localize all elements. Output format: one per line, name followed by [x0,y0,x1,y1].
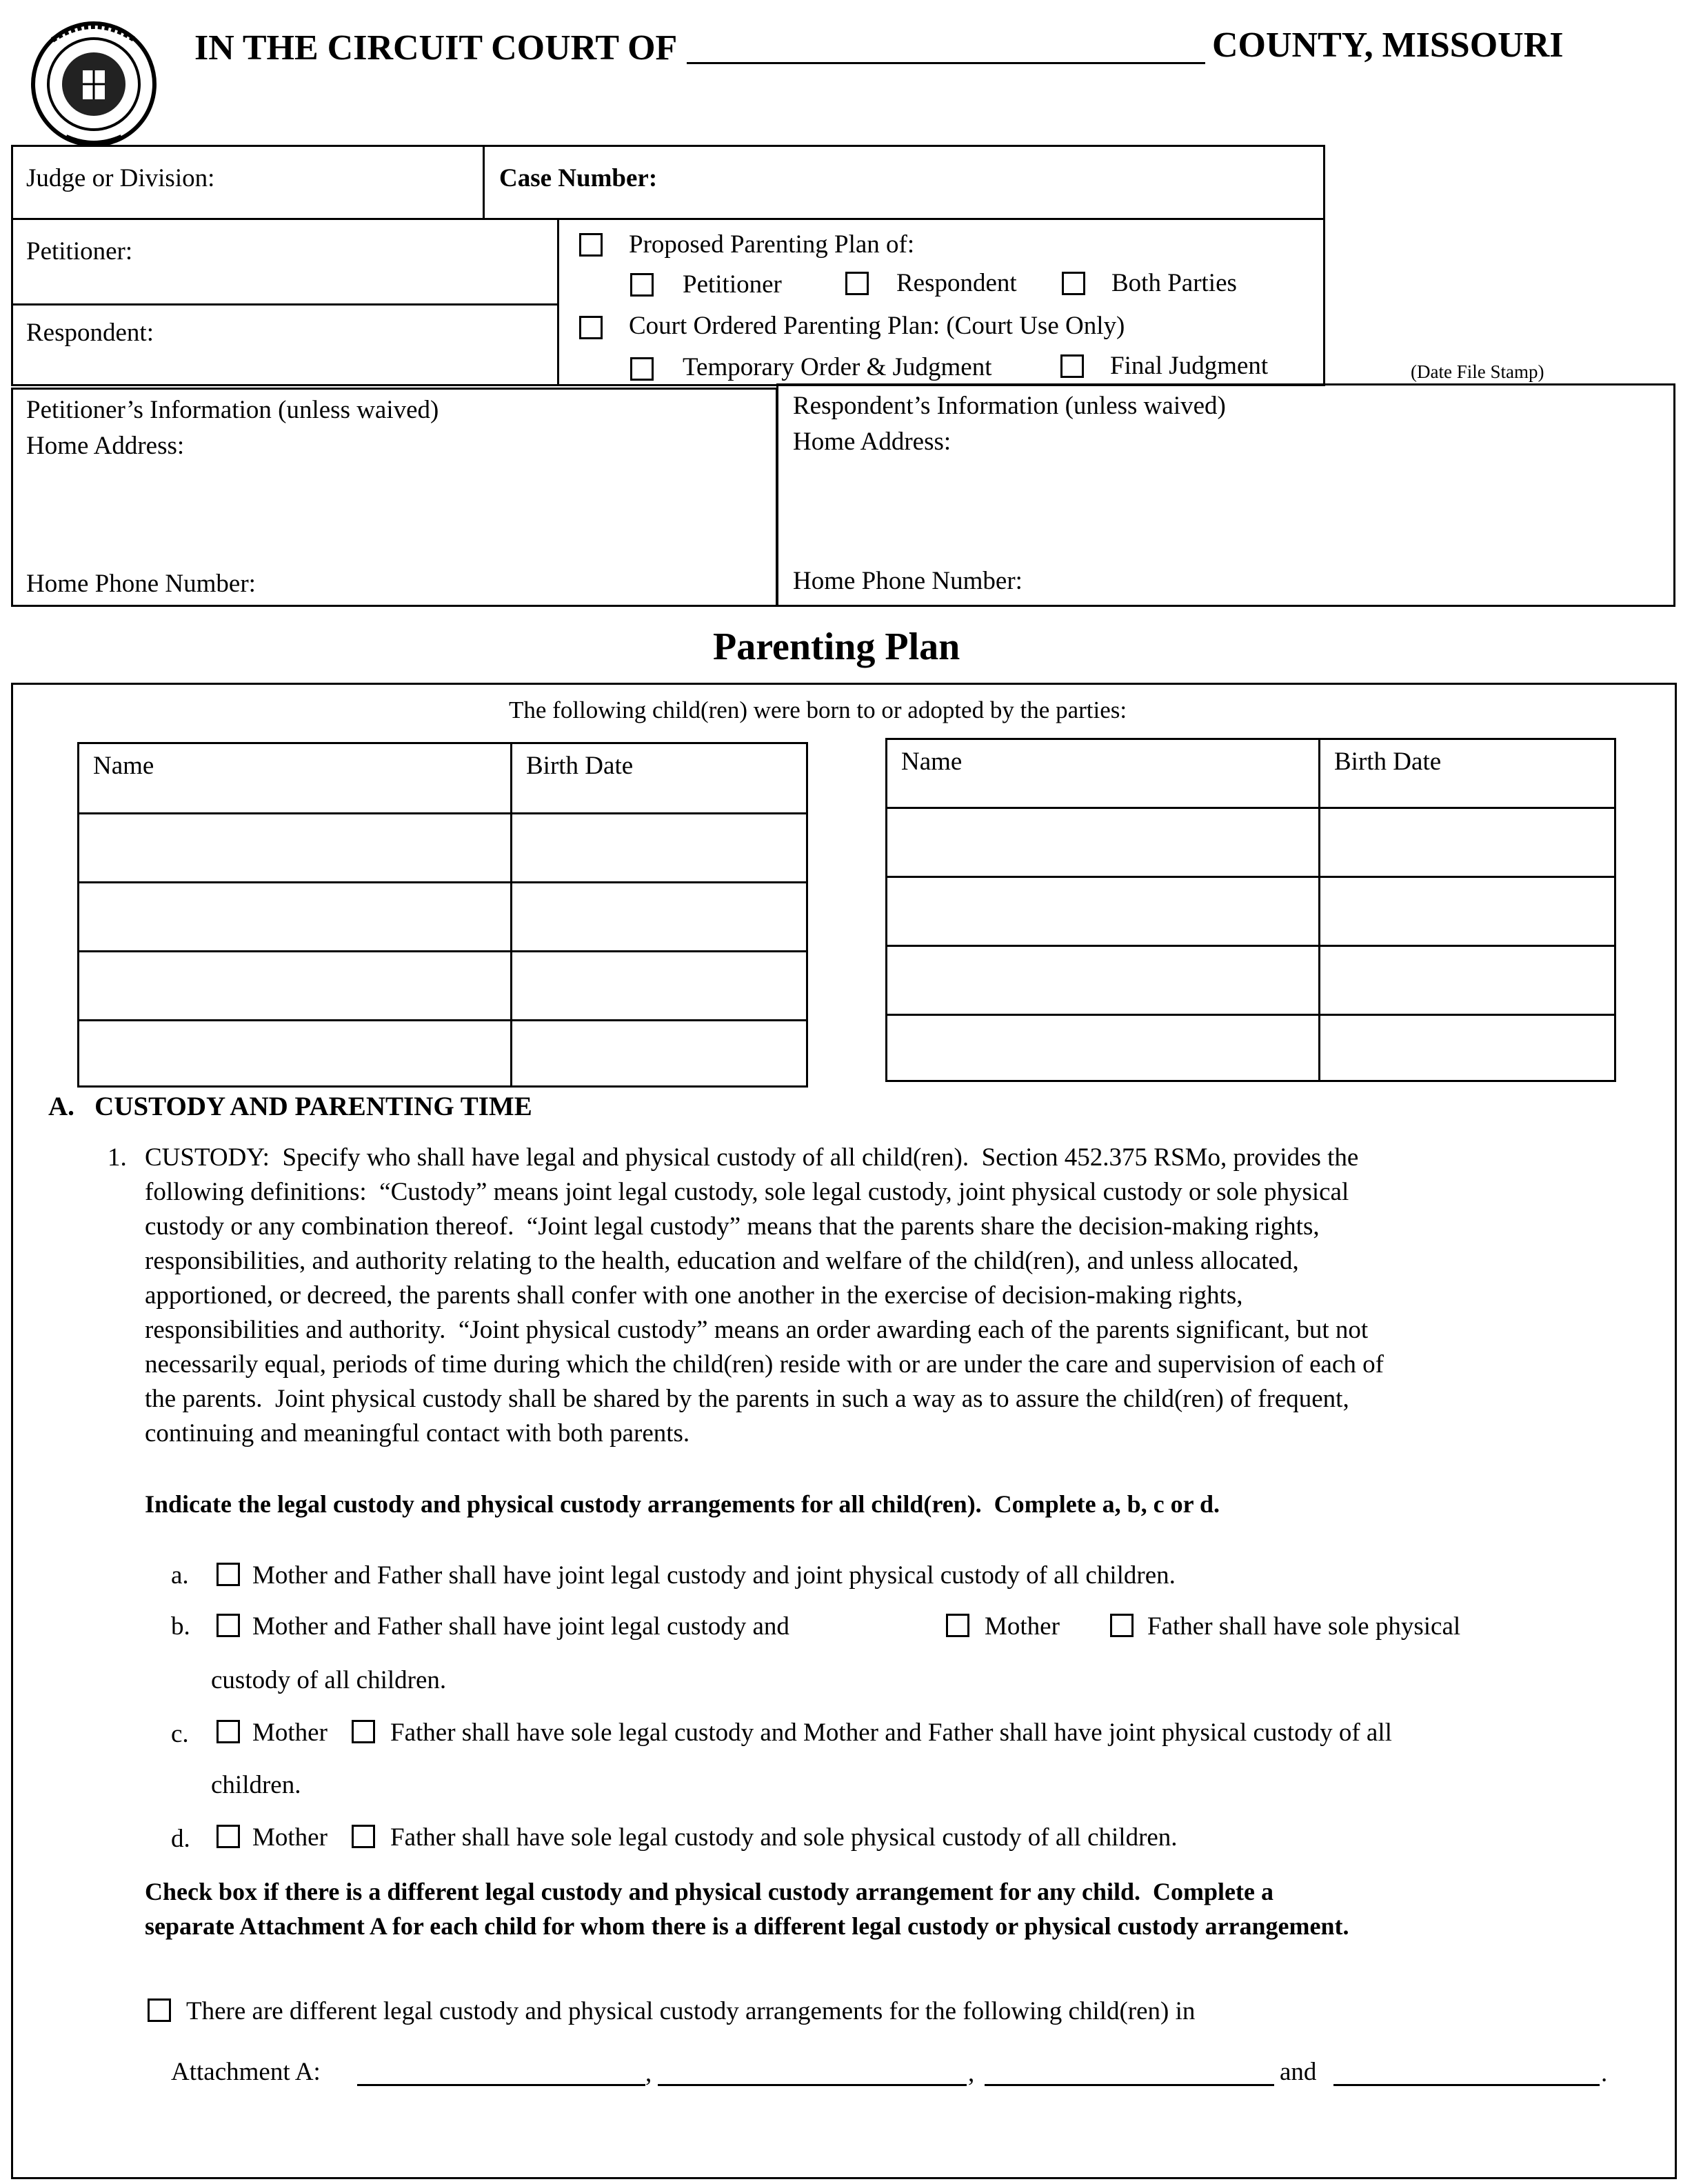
attachment-child-2-blank[interactable] [658,2084,967,2086]
option-d-letter: d. [171,1825,190,1853]
check-note-line-2: separate Attachment A for each child for whom there is a different legal custody or physical custody arrangement. [145,1912,1349,1940]
attachment-child-1-blank[interactable] [357,2084,645,2086]
custody-line: CUSTODY: Specify who shall have legal and physical custody of all child(ren). Section 452.375 RSMo, provides the [145,1143,1359,1172]
child-birth-cell[interactable] [1320,808,1615,877]
petitioner-label: Petitioner: [26,237,133,266]
respondent-info-header: Respondent’s Information (unless waived) [793,392,1226,420]
option-d-mother-label: Mother [252,1823,328,1852]
indicate-instruction: Indicate the legal custody and physical custody arrangements for all child(ren). Complete a, b, c or d. [145,1490,1220,1518]
custody-line: the parents. Joint physical custody shall be shared by the parents in such a way as to assure the child(ren) of frequent, [145,1385,1349,1413]
child-birth-cell[interactable] [512,883,807,952]
child-name-cell[interactable] [79,952,512,1021]
col-name: Name [887,739,1320,808]
court-ordered-label: Court Ordered Parenting Plan: (Court Use Only) [629,312,1125,340]
children-intro: The following child(ren) were born to or adopted by the parties: [509,697,1127,723]
option-c-mother-label: Mother [252,1719,328,1747]
child-birth-cell[interactable] [1320,1015,1615,1081]
section-a-heading: A. CUSTODY AND PARENTING TIME [48,1092,532,1121]
option-c-continuation: children. [211,1771,301,1799]
col-birth: Birth Date [1320,739,1615,808]
court-ordered-checkbox[interactable] [579,316,603,339]
option-d-mother-checkbox[interactable] [216,1825,240,1848]
custody-line: apportioned, or decreed, the parents shall confer with one another in the exercise of decision-making rights, [145,1281,1243,1310]
option-a-letter: a. [171,1561,189,1590]
county-blank[interactable] [687,62,1205,64]
judge-label: Judge or Division: [26,164,215,192]
child-name-cell[interactable] [887,877,1320,946]
proposed-both-label: Both Parties [1111,269,1237,297]
child-name-cell[interactable] [79,1021,512,1087]
custody-definitions [145,1141,1655,1451]
child-name-cell[interactable] [887,946,1320,1015]
respondent-home-address: Home Address: [793,428,951,456]
court-title-prefix: IN THE CIRCUIT COURT OF [194,28,678,68]
final-period: . [1601,2059,1608,2087]
custody-line: necessarily equal, periods of time during which the child(ren) reside with or are under the care and supervision of each of [145,1350,1384,1379]
option-b-mother-checkbox[interactable] [946,1614,969,1637]
child-birth-cell[interactable] [1320,946,1615,1015]
check-note-line-1: Check box if there is a different legal custody and physical custody arrangement for any child. Complete a [145,1878,1273,1905]
different-arrangements-text: There are different legal custody and physical custody arrangements for the following child(ren) in [186,1997,1196,2025]
custody-line: custody or any combination thereof. “Joint legal custody” means that the parents share the decision-making rights, [145,1212,1320,1241]
different-arrangements-checkbox[interactable] [148,1998,171,2022]
court-seal [25,12,163,150]
option-b-father-checkbox[interactable] [1110,1614,1134,1637]
item-number-1: 1. [108,1143,127,1172]
date-file-stamp: (Date File Stamp) [1411,361,1544,382]
attachment-child-3-blank[interactable] [985,2084,1274,2086]
custody-line: following definitions: “Custody” means joint legal custody, sole legal custody, joint physical custody or sole physical [145,1178,1349,1206]
option-b-checkbox[interactable] [216,1614,240,1637]
col-name: Name [79,743,512,814]
option-d-text: Father shall have sole legal custody and sole physical custody of all children. [390,1823,1178,1852]
option-d-father-checkbox[interactable] [352,1825,375,1848]
option-b-father-text: Father shall have sole physical [1147,1612,1461,1641]
respondent-label: Respondent: [26,319,154,347]
option-c-text: Father shall have sole legal custody and Mother and Father shall have joint physical custody of all [390,1719,1392,1747]
child-name-cell[interactable] [887,1015,1320,1081]
proposed-respondent-checkbox[interactable] [845,272,869,295]
final-judgment-checkbox[interactable] [1060,354,1084,378]
petitioner-info-header: Petitioner’s Information (unless waived) [26,396,439,424]
final-judgment-label: Final Judgment [1110,352,1269,380]
child-name-cell[interactable] [887,808,1320,877]
option-b-continuation: custody of all children. [211,1666,447,1694]
petitioner-home-phone: Home Phone Number: [26,570,256,598]
children-table-left [77,742,808,1088]
child-birth-cell[interactable] [1320,877,1615,946]
option-b-letter: b. [171,1612,190,1641]
option-b-text: Mother and Father shall have joint legal custody and [252,1612,789,1641]
case-number-label: Case Number: [499,164,658,192]
attachment-a-label: Attachment A: [171,2058,321,2086]
court-title-suffix: COUNTY, MISSOURI [1212,26,1564,65]
and-word: and [1280,2058,1317,2086]
temporary-order-label: Temporary Order & Judgment [683,353,992,381]
option-a-text: Mother and Father shall have joint legal custody and joint physical custody of all children. [252,1561,1176,1590]
proposed-both-checkbox[interactable] [1062,272,1085,295]
attachment-child-4-blank[interactable] [1333,2084,1600,2086]
child-name-cell[interactable] [79,883,512,952]
proposed-petitioner-checkbox[interactable] [630,273,654,297]
option-a-checkbox[interactable] [216,1563,240,1586]
proposed-plan-label: Proposed Parenting Plan of: [629,230,915,259]
temporary-order-checkbox[interactable] [630,357,654,381]
option-c-letter: c. [171,1720,189,1748]
plan-title: Parenting Plan [713,625,960,668]
child-birth-cell[interactable] [512,814,807,883]
option-c-mother-checkbox[interactable] [216,1720,240,1743]
child-name-cell[interactable] [79,814,512,883]
child-birth-cell[interactable] [512,952,807,1021]
respondent-home-phone: Home Phone Number: [793,567,1023,595]
col-birth: Birth Date [512,743,807,814]
comma-1: , [645,2059,652,2087]
comma-2: , [968,2059,975,2087]
petitioner-home-address: Home Address: [26,432,185,460]
custody-line: responsibilities, and authority relating to the health, education and welfare of the child(ren), and unless allocated, [145,1247,1299,1275]
child-birth-cell[interactable] [512,1021,807,1087]
option-c-father-checkbox[interactable] [352,1720,375,1743]
proposed-plan-checkbox[interactable] [579,233,603,257]
option-b-mother-label: Mother [985,1612,1060,1641]
custody-line: responsibilities and authority. “Joint physical custody” means an order awarding each of the parents significant, but not [145,1316,1369,1344]
custody-line: continuing and meaningful contact with both parents. [145,1419,690,1447]
children-table-right [885,738,1616,1082]
proposed-petitioner-label: Petitioner [683,270,782,299]
proposed-respondent-label: Respondent [896,269,1017,297]
